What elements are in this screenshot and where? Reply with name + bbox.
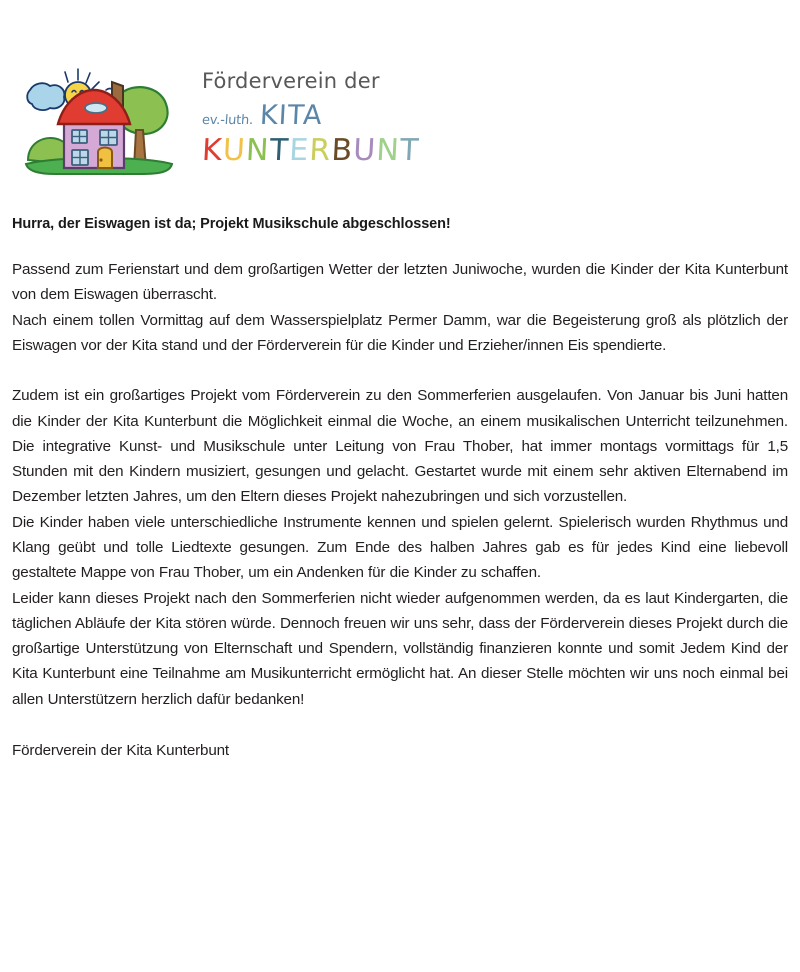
logo-kita-text: KITA — [259, 100, 324, 132]
paragraph-5: Leider kann dieses Projekt nach den Sommerferien nicht wieder aufgenommen werden, da es laut Kindergarten, die täglichen Abläufe der Kita stören würde. Dennoch freuen wir uns sehr, dass der Förderverein dieses Projekt durch die großartige Unterstützung von Elternschaft und Spendern, vollständig finanzieren konnte und somit Jedem Kind der Kita Kunterbunt eine Teilnahme am Musikunterricht ermöglicht hat. An dieser Stelle möchten wir uns noch einmal bei allen Unterstützern herzlich dafür bedanken! — [12, 589, 788, 708]
paragraph-1: Passend zum Ferienstart und dem großartigen Wetter der letzten Juniwoche, wurden die Kinder der Kita Kunterbunt von dem Eiswagen überrascht. — [12, 261, 788, 304]
kindergarten-house-sun-tree-illustration — [20, 64, 180, 184]
logo-kunterbunt-letter-8: N — [375, 133, 401, 169]
paragraph-2: Nach einem tollen Vormittag auf dem Wasserspielplatz Permer Damm, war die Begeisterung groß als plötzlich der Eiswagen vor der Kita stand und der Förderverein für die Kinder und Erzieher/innen Eis spendierte. — [12, 311, 788, 354]
logo-line-kunterbunt — [201, 133, 420, 168]
logo-wordmark — [202, 70, 420, 168]
logo-kunterbunt-letter-5: R — [308, 133, 333, 169]
signature-line: Förderverein der Kita Kunterbunt — [12, 742, 229, 760]
logo-kunterbunt-letter-7: U — [352, 133, 378, 169]
logo-kunterbunt-letter-9: T — [399, 133, 421, 169]
logo-line-foerderverein: Förderverein der — [202, 69, 380, 93]
letterhead — [12, 58, 432, 193]
logo-line-kita — [202, 100, 323, 131]
logo-kunterbunt-letter-4: E — [288, 133, 311, 169]
page-title: Hurra, der Eiswagen ist da; Projekt Musikschule abgeschlossen! — [12, 216, 451, 232]
logo-kunterbunt-letter-6: B — [330, 133, 355, 169]
logo-kunterbunt-letter-1: U — [221, 133, 247, 169]
logo-kunterbunt-letter-2: N — [245, 133, 271, 169]
logo-kunterbunt-letter-0: K — [201, 133, 224, 169]
document-body — [12, 214, 788, 763]
logo-kunterbunt-letter-3: T — [268, 133, 291, 169]
signature-spacer — [12, 712, 788, 738]
paragraph-4: Die Kinder haben viele unterschiedliche Instrumente kennen und spielen gelernt. Spielerisch wurden Rhythmus und Klang geübt und tolle Liedtexte gesungen. Zum Ende des halben Jahres gab es für jedes Kind eine liebevoll gestaltete Mappe von Frau Thober, um ein Andenken für die Kinder zu schaffen. — [12, 513, 788, 582]
paragraph-3: Zudem ist ein großartiges Projekt vom Förderverein zu den Sommerferien ausgelaufen. Von Januar bis Juni hatten die Kinder der Kita Kunterbunt die Möglichkeit einmal die Woche, an einem musikalischen Unterricht teilzunehmen. Die integrative Kunst- und Musikschule unter Leitung von Frau Thober, hat immer montags vormittags für 1,5 Stunden mit den Kindern musiziert, gesungen und gelacht. Gestartet wurde mit einem sehr aktiven Elternabend im Dezember letzten Jahres, um den Eltern dieses Projekt nahezubringen und sich vorzustellen. — [12, 387, 788, 506]
logo-evluth-text: ev.-luth. — [201, 113, 254, 129]
paragraph-spacer — [12, 358, 788, 383]
